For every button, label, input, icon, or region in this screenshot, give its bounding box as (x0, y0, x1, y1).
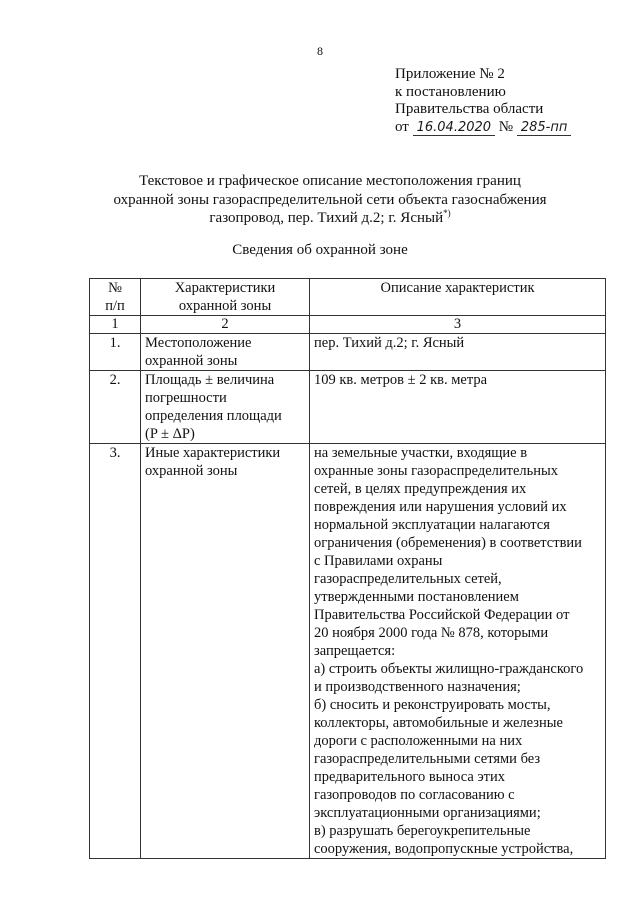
row-characteristic (141, 444, 310, 859)
handwritten-date: 16.04.2020 (413, 120, 495, 136)
text-line: 20 ноября 2000 года № 878, которыми (314, 625, 549, 641)
row-description (310, 371, 606, 444)
text-line: на земельные участки, входящие в (314, 445, 528, 461)
index-cell: 2 (141, 316, 310, 334)
header-num (90, 279, 141, 316)
page-number: 8 (317, 44, 323, 58)
text-line: 109 кв. метров ± 2 кв. метра (314, 372, 488, 388)
index-cell: 1 (90, 316, 141, 334)
row-characteristic (141, 371, 310, 444)
title-line-2: охранной зоны газораспределительной сети объекта газоснабжения (113, 191, 547, 208)
text-line: Описание характеристик (380, 280, 535, 296)
text-line: погрешности (145, 390, 227, 406)
text-line: газораспределительными сетями без (314, 751, 541, 767)
text-line: Местоположение (145, 335, 252, 351)
text-line: а) строить объекты жилищно-гражданского (314, 661, 584, 677)
text-line: предварительного выноса этих (314, 769, 506, 785)
row-number: 2. (90, 371, 141, 444)
text-line: (P ± ΔP) (145, 426, 195, 442)
text-line: запрещается: (314, 643, 396, 659)
row-number: 1. (90, 334, 141, 371)
text-line: дороги с расположенными на них (314, 733, 523, 749)
table-row (90, 334, 606, 371)
text-line: Иные характеристики (145, 445, 281, 461)
text-line: пер. Тихий д.2; г. Ясный (314, 335, 465, 351)
table-index-row (90, 316, 606, 334)
text-line: охранной зоны (178, 298, 272, 314)
row-description (310, 444, 606, 859)
text-line: и производственного назначения; (314, 679, 521, 695)
appendix-title: Приложение № 2 (395, 66, 505, 82)
handwritten-number: 285-пп (517, 120, 572, 136)
text-line: ограничения (обременения) в соответствии (314, 535, 582, 551)
header-description (310, 279, 606, 316)
text-line: в) разрушать берегоукрепительные (314, 823, 531, 839)
appendix-block (395, 66, 571, 136)
text-line: коллекторы, автомобильные и железные (314, 715, 563, 731)
text-line: охранной зоны (145, 353, 238, 369)
header-characteristic (141, 279, 310, 316)
text-line: повреждения или нарушения условий их (314, 499, 567, 515)
text-line: п/п (105, 298, 125, 314)
section-title: Сведения об охранной зоне (232, 242, 408, 258)
text-line: Правительства Российской Федерации от (314, 607, 570, 623)
appendix-authority: Правительства области (395, 101, 544, 117)
appendix-date-line (395, 119, 571, 137)
text-line: нормальной эксплуатации налагаются (314, 517, 550, 533)
text-line: сооружения, водопропускные устройства, (314, 841, 574, 857)
text-line: Площадь ± величина (145, 372, 275, 388)
text-line: с Правилами охраны (314, 553, 443, 569)
text-line: б) сносить и реконструировать мосты, (314, 697, 551, 713)
text-line: № (108, 280, 122, 296)
title-line-3: газопровод, пер. Тихий д.2; г. Ясный*) (209, 208, 451, 226)
footnote-mark: *) (443, 208, 451, 218)
text-line: охранные зоны газораспределительных (314, 463, 559, 479)
protection-zone-table (89, 278, 606, 859)
document-title (60, 172, 600, 228)
text-line: эксплуатационными организациями; (314, 805, 541, 821)
table-row (90, 371, 606, 444)
appendix-to-resolution: к постановлению (395, 83, 506, 100)
text-line: газопроводов по согласованию с (314, 787, 515, 803)
text-line: определения площади (145, 408, 282, 424)
title-line-1: Текстовое и графическое описание местоположения границ (139, 173, 521, 189)
text-line: охранной зоны (145, 463, 238, 479)
text-line: Характеристики (174, 280, 276, 296)
table-row (90, 444, 606, 859)
text-line: сетей, в целях предупреждения их (314, 481, 527, 497)
row-description (310, 334, 606, 371)
index-cell: 3 (310, 316, 606, 334)
row-number: 3. (90, 444, 141, 859)
number-sign: № (498, 118, 514, 135)
text-line: утвержденными постановлением (314, 589, 519, 605)
table-header-row (90, 279, 606, 316)
text-line: газораспределительных сетей, (314, 571, 502, 587)
date-prefix: от (395, 118, 409, 135)
row-characteristic (141, 334, 310, 371)
